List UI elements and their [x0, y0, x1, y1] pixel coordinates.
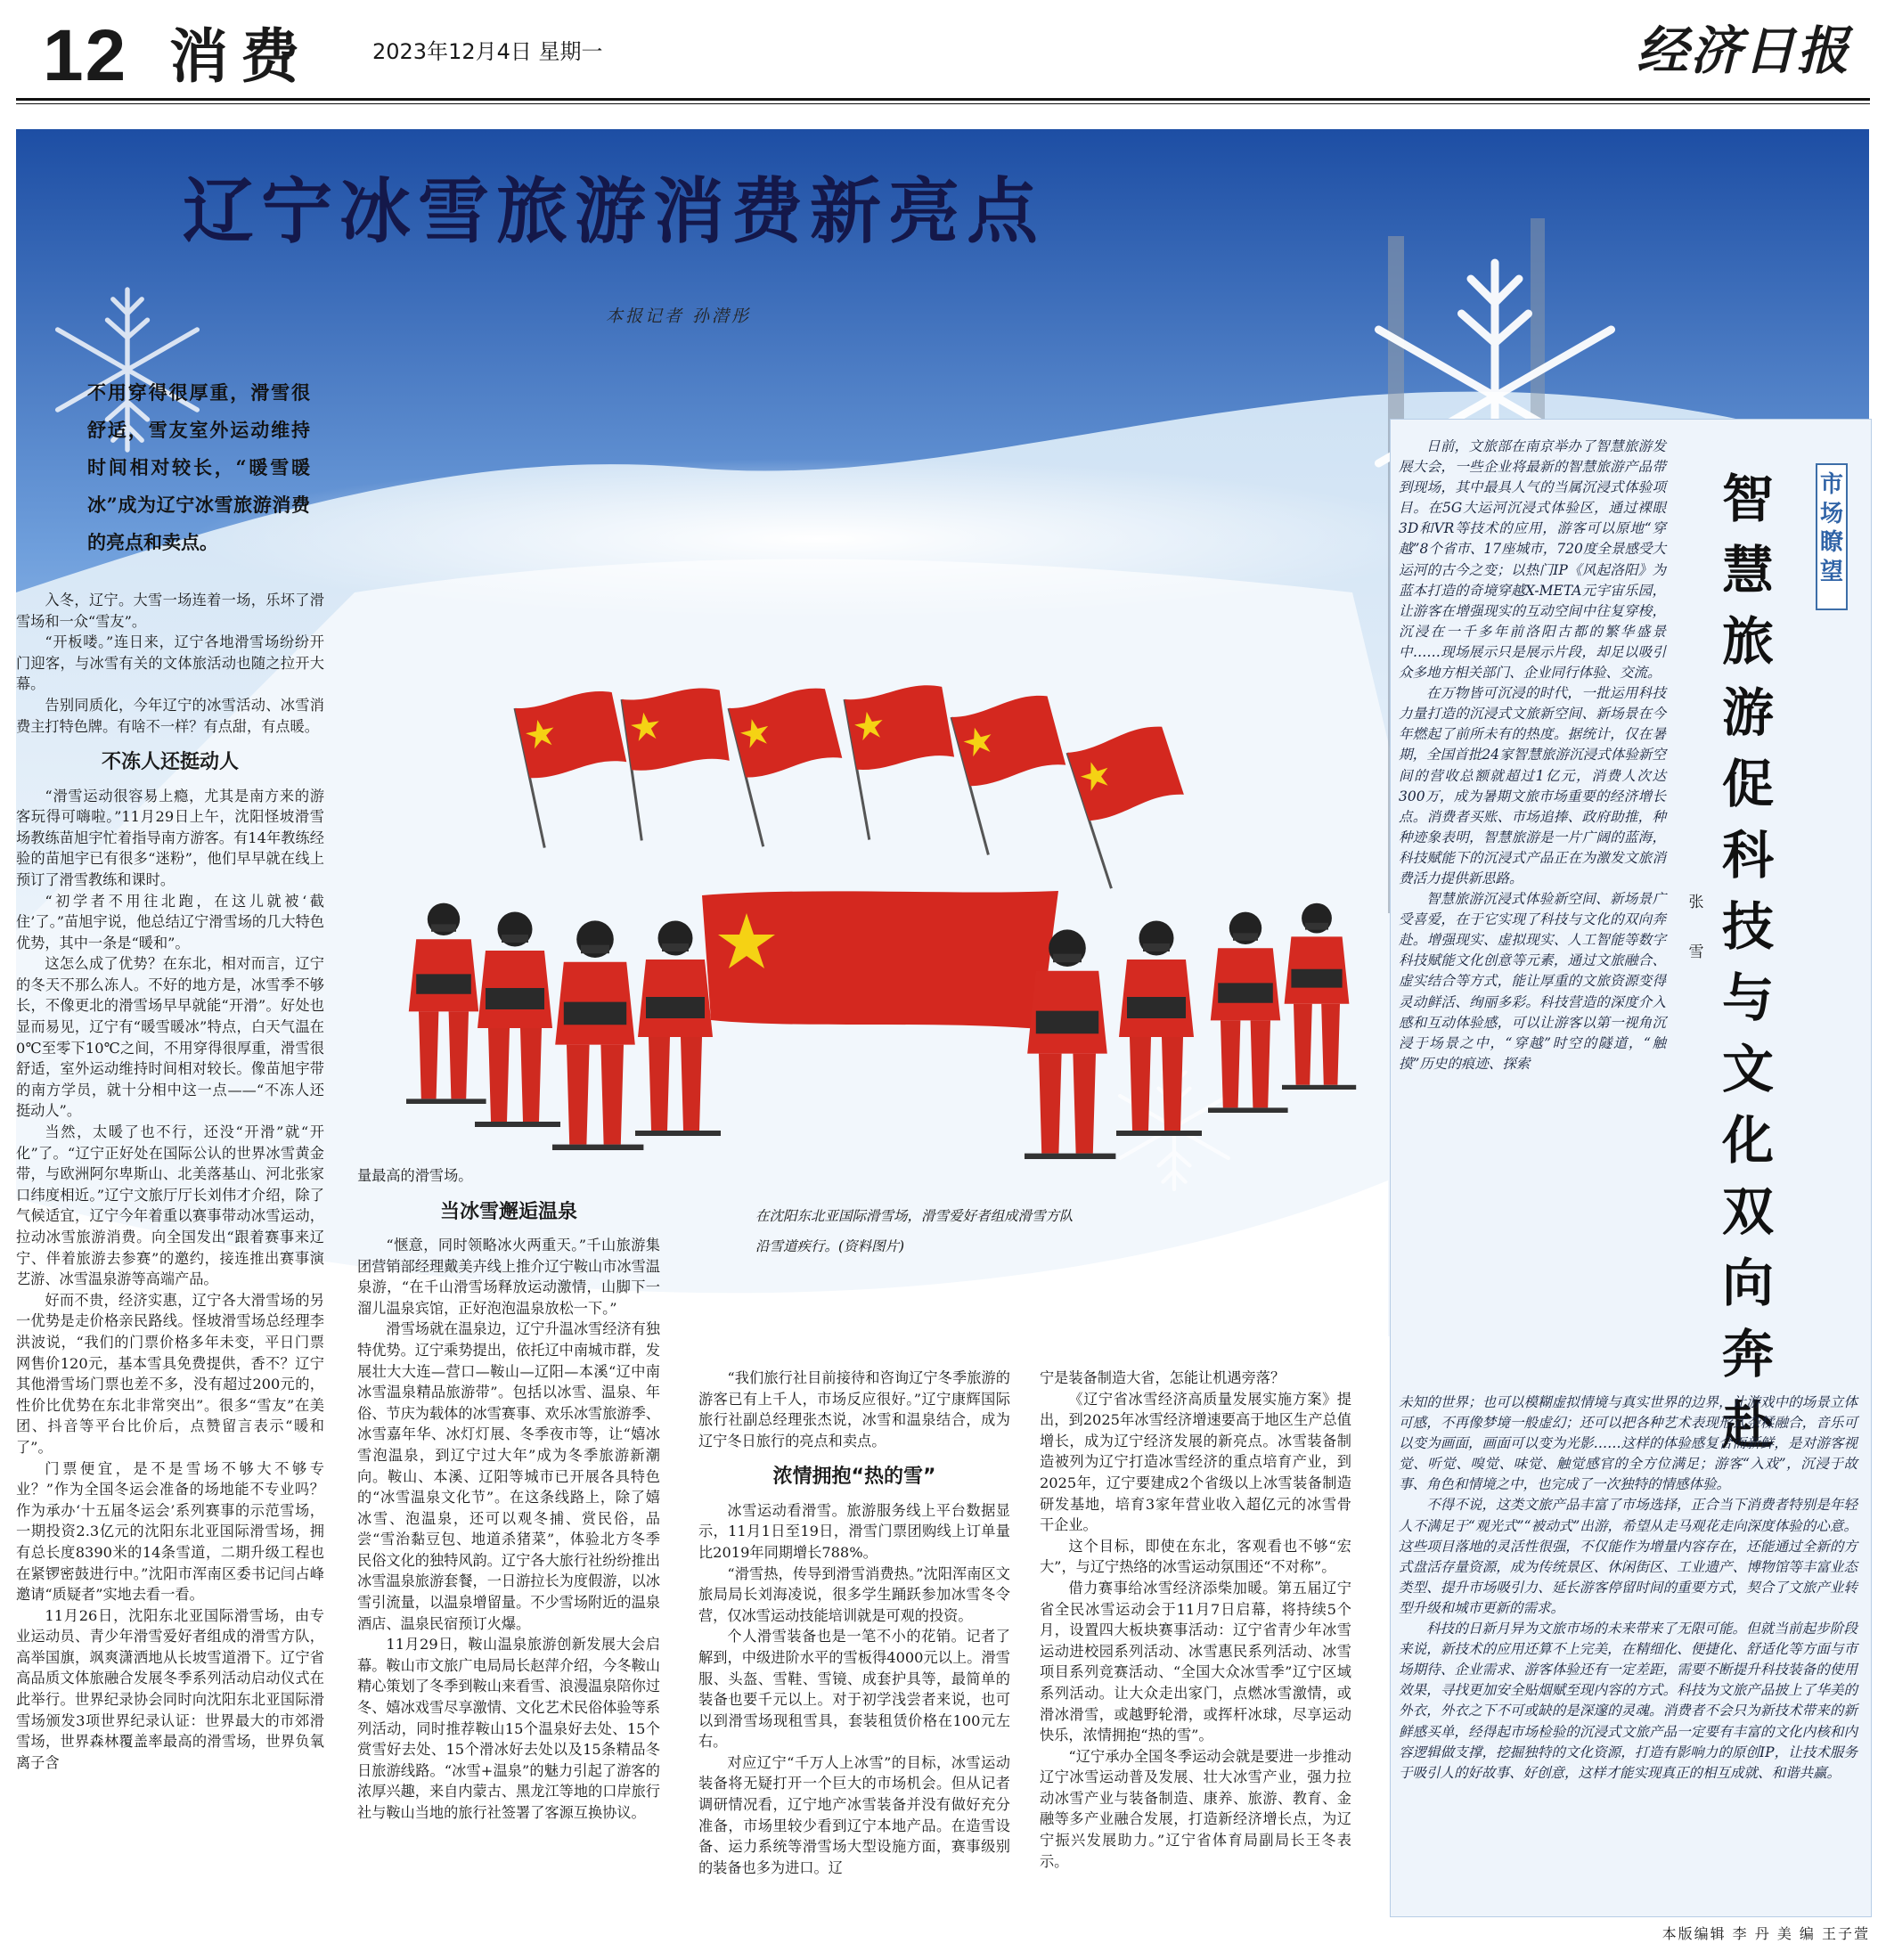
editor-credit: 本版编辑 李 丹 美 编 王子萱 — [1661, 1925, 1870, 1942]
section-heading: 浓情拥抱“热的雪” — [772, 1466, 936, 1489]
page-number: 12 — [43, 15, 128, 96]
issue-date: 2023年12月4日 星期一 — [372, 39, 603, 64]
body-paragraph: 滑雪场就在温泉边，辽宁升温冰雪经济有独特优势。辽宁乘势提出，依托辽中南城市群，发展壮大大连—营口—鞍山—辽阳—本溪“辽中南冰雪温泉精品旅游带”。包括以冰雪、温泉、年俗、节庆为载体的冰雪赛事、欢乐冰雪旅游季、冰雪嘉年华、冰灯灯展、冬季夜市等，让“嬉冰雪泡温泉，到辽宁过大年”成为冬季旅游新潮向。鞍山、本溪、辽阳等城市已开展各具特色的“冰雪温泉文化节”。在这条线路上，除了嬉冰雪、泡温泉，还可以观冬捕、赏民俗，品尝“雪治黏豆包、地道杀猪菜”，体验北方冬季民俗文化的独特风韵。辽宁各大旅行社纷纷推出冰雪温泉旅游套餐，一日游拉长为度假游，以冰雪引流量，以温泉增留量。不少雪场附近的温泉酒店、温泉民宿预订火爆。 — [357, 1320, 660, 1632]
article-column-1 — [16, 590, 324, 1773]
body-paragraph: “初学者不用往北跑，在这儿就被‘截住’了。”苗旭宇说，他总结辽宁滑雪场的几大特色优势，其中一条是“暖和”。 — [16, 892, 324, 951]
byline: 本报记者 孙潜彤 — [606, 306, 752, 326]
body-paragraph: 《辽宁省冰雪经济高质量发展实施方案》提出，到2025年冰雪经济增速要高于地区生产总值增长，成为辽宁经济发展的新亮点。冰雪装备制造被列为辽宁打造冰雪经济的重点培育产业，到2025年，辽宁要建成2个省级以上冰雪装备制造研发基地，培育3家年营业收入超亿元的冰雪骨干企业。 — [1040, 1390, 1351, 1534]
paper-logo: 经济日报 — [1636, 20, 1850, 81]
body-paragraph: “我们旅行社目前接待和咨询辽宁冬季旅游的游客已有上千人，市场反应很好。”辽宁康辉国际旅行社副总经理张杰说，冰雪和温泉结合，成为辽宁冬日旅行的亮点和卖点。 — [698, 1369, 1010, 1450]
sidebar-text-lower — [1399, 1392, 1857, 1784]
body-paragraph: 好而不贵，经济实惠，辽宁各大滑雪场的另一优势是走价格亲民路线。怪坡滑雪场总经理李洪波说，“我们的门票价格多年未变，平日门票网售价120元，基本雪具免费提供，香不？辽宁其他滑雪场门票也差不多，没有超过200元的，性价比优势在东北非常突出”。很多“雪友”在美团、抖音等平台比价后，点赞留言表示“暖和了”。 — [16, 1291, 324, 1456]
lead-paragraph: 不用穿得很厚重，滑雪很舒适，雪友室外运动维持时间相对较长，“暖雪暖冰”成为辽宁冰雪旅游消费的亮点和卖点。 — [87, 381, 310, 553]
body-paragraph: 告别同质化，今年辽宁的冰雪活动、冰雪消费主打特色牌。有啥不一样？有点甜，有点暖。 — [16, 696, 324, 735]
section-heading: 当冰雪邂逅温泉 — [439, 1200, 577, 1223]
section-name: 消费 — [169, 21, 312, 91]
body-paragraph: 这怎么成了优势？在东北，相对而言，辽宁的冬天不那么冻人。不好的地方是，冰雪季不够长，不像更北的滑雪场早早就能“开滑”。好处也显而易见，辽宁有“暖雪暖冰”特点，白天气温在0℃至零下10℃之间，不用穿得很厚重，滑雪很舒适，室外运动维持时间相对较长。像苗旭宇带的南方学员，就十分相中这一点——“不冻人还挺动人”。 — [16, 955, 324, 1120]
body-paragraph: 11月29日，鞍山温泉旅游创新发展大会启幕。鞍山市文旅广电局局长赵萍介绍，今冬鞍山精心策划了冬季到鞍山来看雪、浪漫温泉陪你过冬、嬉冰戏雪尽享激情、文化艺术民俗体验等系列活动，同时推荐鞍山15个温泉好去处、15个赏雪好去处、15个滑冰好去处以及15条精品冬日旅游线路。“冰雪+温泉”的魅力引起了游客的浓厚兴趣，来自内蒙古、黑龙江等地的口岸旅行社与鞍山当地的旅行社签署了客源互换协议。 — [357, 1636, 660, 1822]
article-column-4 — [1040, 1368, 1351, 1872]
sidebar-paragraph: 日前，文旅部在南京举办了智慧旅游发展大会，一些企业将最新的智慧旅游产品带到现场，其中最具人气的当属沉浸式体验项目。在5G大运河沉浸式体验区，通过裸眼3D和VR等技术的应用，游客可以原地“穿越”8个省市、17座城市，720度全景感受大运河的古今之变；以热门IP《风起洛阳》为蓝本打造的奇境穿越X-META元宇宙乐园，让游客在增强现实的互动空间中往复穿梭，沉浸在一千多年前洛阳古都的繁华盛景中……现场展示只是展示片段，却足以吸引众多地方相关部门、企业同行体验、交流。 — [1399, 438, 1666, 682]
body-paragraph: “滑雪热，传导到滑雪消费热。”沈阳浑南区文旅局局长刘海凌说，很多学生踊跃参加冰雪冬令营，仅冰雪运动技能培训就是可观的投资。 — [698, 1564, 1010, 1624]
body-paragraph: 门票便宜，是不是雪场不够大不够专业？”作为全国冬运会准备的场地能不专业吗？作为承办‘十五届冬运会’系列赛事的示范雪场，一期投资2.3亿元的沈阳东北亚国际滑雪场，拥有总长度8390米的14条雪道，二期升级工程也在紧锣密鼓进行中。”沈阳市浑南区委书记闫占峰邀请“质疑者”实地去看一看。 — [16, 1459, 324, 1604]
body-paragraph: 对应辽宁“千万人上冰雪”的目标，冰雪运动装备将无疑打开一个巨大的市场机会。但从记者调研情况看，辽宁地产冰雪装备并没有做好充分准备，市场里较少看到辽宁本地产品。在造雪设备、运力系统等滑雪场大型设施方面，赛事级别的装备也多为进口。辽 — [698, 1753, 1010, 1876]
body-paragraph: “滑雪运动很容易上瘾，尤其是南方来的游客玩得可嗨啦。”11月29日上午，沈阳怪坡滑雪场教练苗旭宇忙着指导南方游客。有14年教练经验的苗旭宇已有很多“迷粉”，他们早早就在线上预订了滑雪教练和课时。 — [16, 787, 324, 888]
sidebar-paragraph: 不得不说，这类文旅产品丰富了市场选择，正合当下消费者特别是年轻人不满足于“观光式”“被动式”出游，希望从走马观花走向深度体验的心意。这些项目落地的灵活性很强，不仅能作为增量内容存在，还能通过全新的方式盘活存量资源，成为传统景区、休闲街区、工业遗产、博物馆等丰富业态类型、提升市场吸引力、延长游客停留时间的重要方式，契合了文旅产业转型升级和城市更新的需求。 — [1399, 1497, 1857, 1616]
sidebar-paragraph: 未知的世界；也可以模糊虚拟情境与真实世界的边界，让游戏中的场景立体可感，不再像梦境一般虚幻；还可以把各种艺术表现形式杂糅融合，音乐可以变为画面，画面可以变为光影……这样的体验感复合而新鲜，是对游客视觉、听觉、嗅觉、味觉、触觉感官的全方位满足；游客“入戏”，沉浸于故事、角色和情境之中，也完成了一次独特的情感体验。 — [1399, 1394, 1857, 1493]
sidebar-author: 张雪 — [1688, 894, 1704, 961]
section-heading: 不冻人还挺动人 — [101, 751, 239, 774]
article-column-3 — [698, 1368, 1010, 1878]
photo-caption: 在沈阳东北亚国际滑雪场，滑雪爱好者组成滑雪方队沿雪道疾行。(资料图片) — [755, 1208, 1074, 1254]
body-paragraph: “开板喽。”连日来，辽宁各地滑雪场纷纷开门迎客，与冰雪有关的文体旅活动也随之拉开大幕。 — [16, 633, 324, 693]
article-column-2 — [357, 1165, 660, 1824]
masthead-rule — [16, 98, 1870, 101]
body-paragraph: 冰雪运动看滑雪。旅游服务线上平台数据显示，11月1日至19日，滑雪门票团购线上订单量比2019年同期增长788%。 — [698, 1501, 1010, 1561]
body-paragraph: 宁是装备制造大省，怎能让机遇旁落？ — [1040, 1369, 1286, 1386]
body-paragraph: 入冬，辽宁。大雪一场连着一场，乐坏了滑雪场和一众“雪友”。 — [16, 592, 324, 630]
sidebar-title: 智慧旅游促科技与文化双向奔赴 — [1721, 469, 1774, 1456]
sidebar-paragraph: 科技的日新月异为文旅市场的未来带来了无限可能。但就当前起步阶段来说，新技术的应用还算不上完美，在精细化、便捷化、舒适化等方面与市场期待、企业需求、游客体验还有一定差距，需要不断提升科技装备的使用效果，寻找更加安全贴烟赋至现内容的方式。科技为文旅产品披上了华美的外衣，外衣之下不可或缺的是深邃的灵魂。消费者不会只为新技术带来的新鲜感买单，经得起市场检验的沉浸式文旅产品一定要有丰富的文化内核和内容逻辑做支撑，挖掘独特的文化资源，打造有影响力的原创IP，让技术服务于吸引人的好故事、好创意，这样才能实现真正的相互成就、和谐共赢。 — [1399, 1621, 1857, 1781]
sidebar-paragraph: 在万物皆可沉浸的时代，一批运用科技力量打造的沉浸式文旅新空间、新场景在今年燃起了前所未有的热度。据统计，仅在暑期，全国首批24家智慧旅游沉浸式体验新空间的营收总额就超过1亿元，消费人次达300万，成为暑期文旅市场重要的经济增长点。消费者买账、市场追捧、政府助推，种种迹象表明，智慧旅游是一片广阔的蓝海，科技赋能下的沉浸式产品正在为激发文旅消费活力提供新思路。 — [1399, 685, 1666, 886]
body-paragraph: 量最高的滑雪场。 — [357, 1167, 473, 1184]
body-paragraph: “惬意，同时领略冰火两重天。”千山旅游集团营销部经理戴美卉线上推介辽宁鞍山市冰雪温泉游，“在千山滑雪场释放运动激情，山脚下一溜儿温泉宾馆，正好泡泡温泉放松一下。” — [357, 1236, 660, 1317]
sidebar-text-upper — [1399, 437, 1666, 1074]
sidebar-paragraph: 智慧旅游沉浸式体验新空间、新场景广受喜爱，在于它实现了科技与文化的双向奔赴。增强现实、虚拟现实、人工智能等数字科技赋能文化创意等元素，通过文旅融合、虚实结合等方式，能让厚重的文旅资源变得灵动鲜活、绚丽多彩。科技营造的深度介入感和互动体验感，可以让游客以第一视角沉浸于场景之中，“穿越”时空的隧道，“触摸”历史的痕迹、探索 — [1399, 891, 1666, 1072]
column-tag: 市场瞭望 — [1816, 463, 1848, 610]
body-paragraph: 借力赛事给冰雪经济添柴加暖。第五届辽宁省全民冰雪运动会于11月7日启幕，将持续5个月，设置四大板块赛事活动：辽宁省青少年冰雪运动进校园系列活动、冰雪惠民系列活动、冰雪项目系列竞赛活动、“全国大众冰雪季”辽宁区域系列活动。让大众走出家门，点燃冰雪激情，或滑冰滑雪，或越野轮滑，或挥杆冰球，尽享运动快乐，浓情拥抱“热的雪”。 — [1040, 1579, 1351, 1744]
body-paragraph: “辽宁承办全国冬季运动会就是要进一步推动辽宁冰雪运动普及发展、壮大冰雪产业，强力拉动冰雪产业与装备制造、康养、旅游、教育、金融等多产业融合发展，打造新经济增长点，为辽宁振兴发展助力。”辽宁省体育局副局长王冬表示。 — [1040, 1747, 1351, 1870]
body-paragraph: 个人滑雪装备也是一笔不小的花销。记者了解到，中级进阶水平的雪板得4000元以上。滑雪服、头盔、雪鞋、雪镜、成套护具等，最简单的装备也要千元以上。对于初学浅尝者来说，也可以到滑雪场现租雪具，套装租赁价格在100元左右。 — [698, 1628, 1010, 1751]
body-paragraph: 11月26日，沈阳东北亚国际滑雪场，由专业运动员、青少年滑雪爱好者组成的滑雪方队，高举国旗，飒爽潇洒地从长坡雪道滑下。辽宁省高品质文体旅融合发展冬季系列活动启动仪式在此举行。世界纪录协会同时向沈阳东北亚国际滑雪场颁发3项世界纪录认证：世界最大的市郊滑雪场，世界森林覆盖率最高的滑雪场，世界负氧离子含 — [16, 1606, 324, 1771]
body-paragraph: 这个目标，即使在东北，客观看也不够“宏大”，与辽宁热络的冰雪运动氛围还“不对称”。 — [1040, 1537, 1351, 1576]
main-headline: 辽宁冰雪旅游消费新亮点 — [183, 170, 1045, 253]
masthead-rule-thin — [16, 103, 1870, 104]
body-paragraph: 当然，太暖了也不行，还没“开滑”就“开化”了。“辽宁正好处在国际公认的世界冰雪黄金带，与欧洲阿尔卑斯山、北美落基山、河北张家口纬度相近。”辽宁文旅厅厅长刘伟才介绍，除了气候适宜，辽宁今年着重以赛事带动冰雪运动，拉动冰雪旅游消费。向全国发出“跟着赛事来辽宁、伴着旅游去参赛”的邀约，接连推出赛事演艺游、冰雪温泉游等高端产品。 — [16, 1123, 324, 1288]
